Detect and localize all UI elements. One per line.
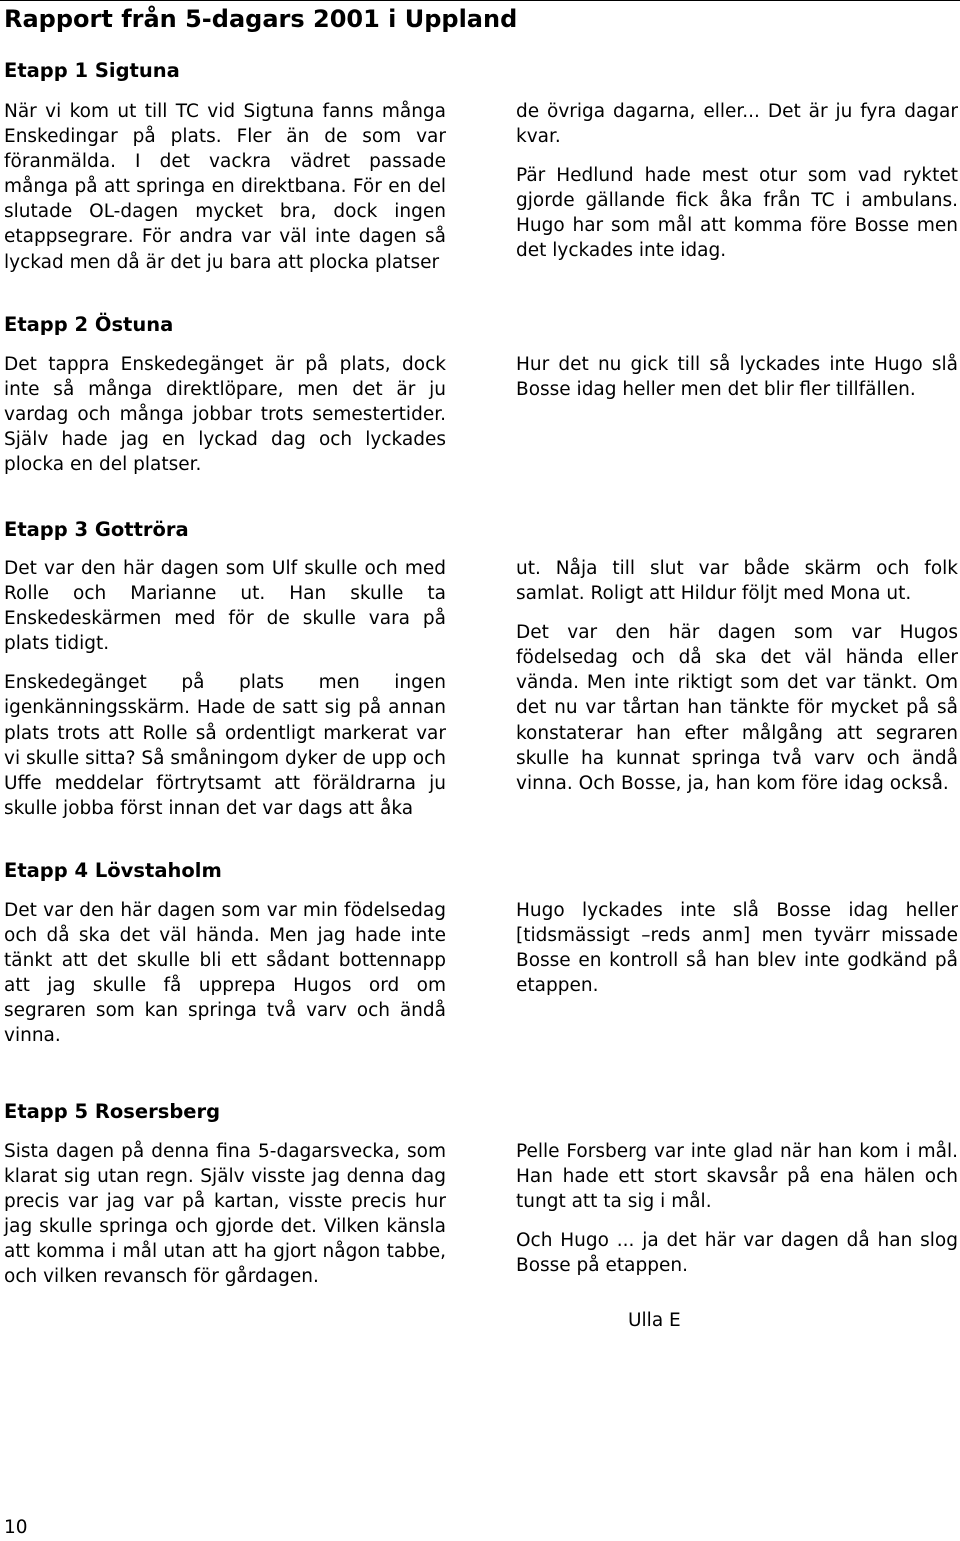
paragraph: Sista dagen på denna fina 5-dagarsvecka, som klarat sig utan regn. Själv visste jag denna dag precis var jag var på kartan, visste precis hur jag skulle springa och gjorde det. Vilken känsla att komma i mål utan att ha gjort någon tabbe, och vilken revansch för gårdagen.: [4, 1141, 446, 1288]
section-heading-etapp-4: Etapp 4 Lövstaholm: [4, 859, 222, 882]
etapp-3-right-column: [516, 556, 958, 796]
etapp-2-right-column: [516, 352, 958, 402]
section-heading-etapp-5: Etapp 5 Rosersberg: [4, 1100, 221, 1123]
etapp-5-left-column: [4, 1139, 446, 1290]
section-heading-etapp-3: Etapp 3 Gottröra: [4, 518, 189, 541]
paragraph: Pelle Forsberg var inte glad när han kom i mål. Han hade ett stort skavsår på ena hälen och tungt att ta sig i mål.: [516, 1141, 958, 1213]
paragraph: Och Hugo ... ja det här var dagen då han slog Bosse på etappen.: [516, 1230, 958, 1277]
paragraph: Enskedegänget på plats men ingen igenkänningsskärm. Hade de satt sig på annan plats trots att Rolle så ordentligt markerat var vi skulle sitta? Så småningom dyker de upp och Uffe meddelar förtrytsamt att föräldrarna ju skulle jobba först innan det var dags att åka: [4, 672, 446, 819]
section-heading-etapp-1: Etapp 1 Sigtuna: [4, 59, 180, 82]
etapp-2-left-column: [4, 352, 446, 477]
etapp-5-right-column: [516, 1139, 958, 1278]
etapp-4-left-column: [4, 898, 446, 1049]
paragraph: Det var den här dagen som Ulf skulle och med Rolle och Marianne ut. Han skulle ta Enskedeskärmen med för de skulle vara på plats tidigt.: [4, 558, 446, 655]
paragraph: Hugo lyckades inte slå Bosse idag heller [tidsmässigt –reds anm] men tyvärr missade Bosse en kontroll så han blev inte godkänd på etappen.: [516, 900, 958, 997]
etapp-3-left-column: [4, 556, 446, 821]
paragraph: ut. Nåja till slut var både skärm och folk samlat. Roligt att Hildur följt med Mona ut.: [516, 558, 958, 605]
etapp-1-left-column: [4, 99, 446, 275]
paragraph: de övriga dagarna, eller... Det är ju fyra dagar kvar.: [516, 101, 958, 148]
paragraph: Pär Hedlund hade mest otur som vad ryktet gjorde gällande fick åka från TC i ambulans. Hugo har som mål att komma före Bosse men det lyckades inte idag.: [516, 165, 958, 262]
page-title: Rapport från 5-dagars 2001 i Uppland: [4, 5, 518, 33]
section-heading-etapp-2: Etapp 2 Östuna: [4, 313, 174, 336]
etapp-1-right-column: [516, 99, 958, 264]
page-number: 10: [4, 1517, 28, 1538]
author-signature: Ulla E: [628, 1310, 681, 1331]
paragraph: Det var den här dagen som var min födelsedag och då ska det väl hända. Men jag hade inte tänkt att det skulle bli ett sådant bottennapp att jag skulle få upprepa Hugos ord om segraren som kan springa två varv och ändå vinna.: [4, 900, 446, 1047]
etapp-4-right-column: [516, 898, 958, 998]
paragraph: När vi kom ut till TC vid Sigtuna fanns många Enskedingar på plats. Fler än de som var föranmälda. I det vackra vädret passade många på att springa en direktbana. För en del slutade OL-dagen mycket bra, dock ingen etappsegrare. För andra var väl inte dagen så lyckad men då är det ju bara att plocka platser: [4, 101, 446, 273]
paragraph: Det var den här dagen som var Hugos födelsedag och då ska det väl hända eller vända. Men inte riktigt som det var tänkt. Om det nu var tårtan han tänkte för mycket på så konstaterar han efter målgång att segraren skulle ha kunnat springa två varv och ändå vinna. Och Bosse, ja, han kom före idag också.: [516, 622, 958, 794]
paragraph: Hur det nu gick till så lyckades inte Hugo slå Bosse idag heller men det blir fler tillfällen.: [516, 354, 958, 401]
paragraph: Det tappra Enskedegänget är på plats, dock inte så många direktlöpare, men det är ju vardag och många jobbar trots semestertider. Själv hade jag en lyckad dag och lyckades plocka en del platser.: [4, 354, 446, 476]
top-rule: [0, 0, 960, 1]
